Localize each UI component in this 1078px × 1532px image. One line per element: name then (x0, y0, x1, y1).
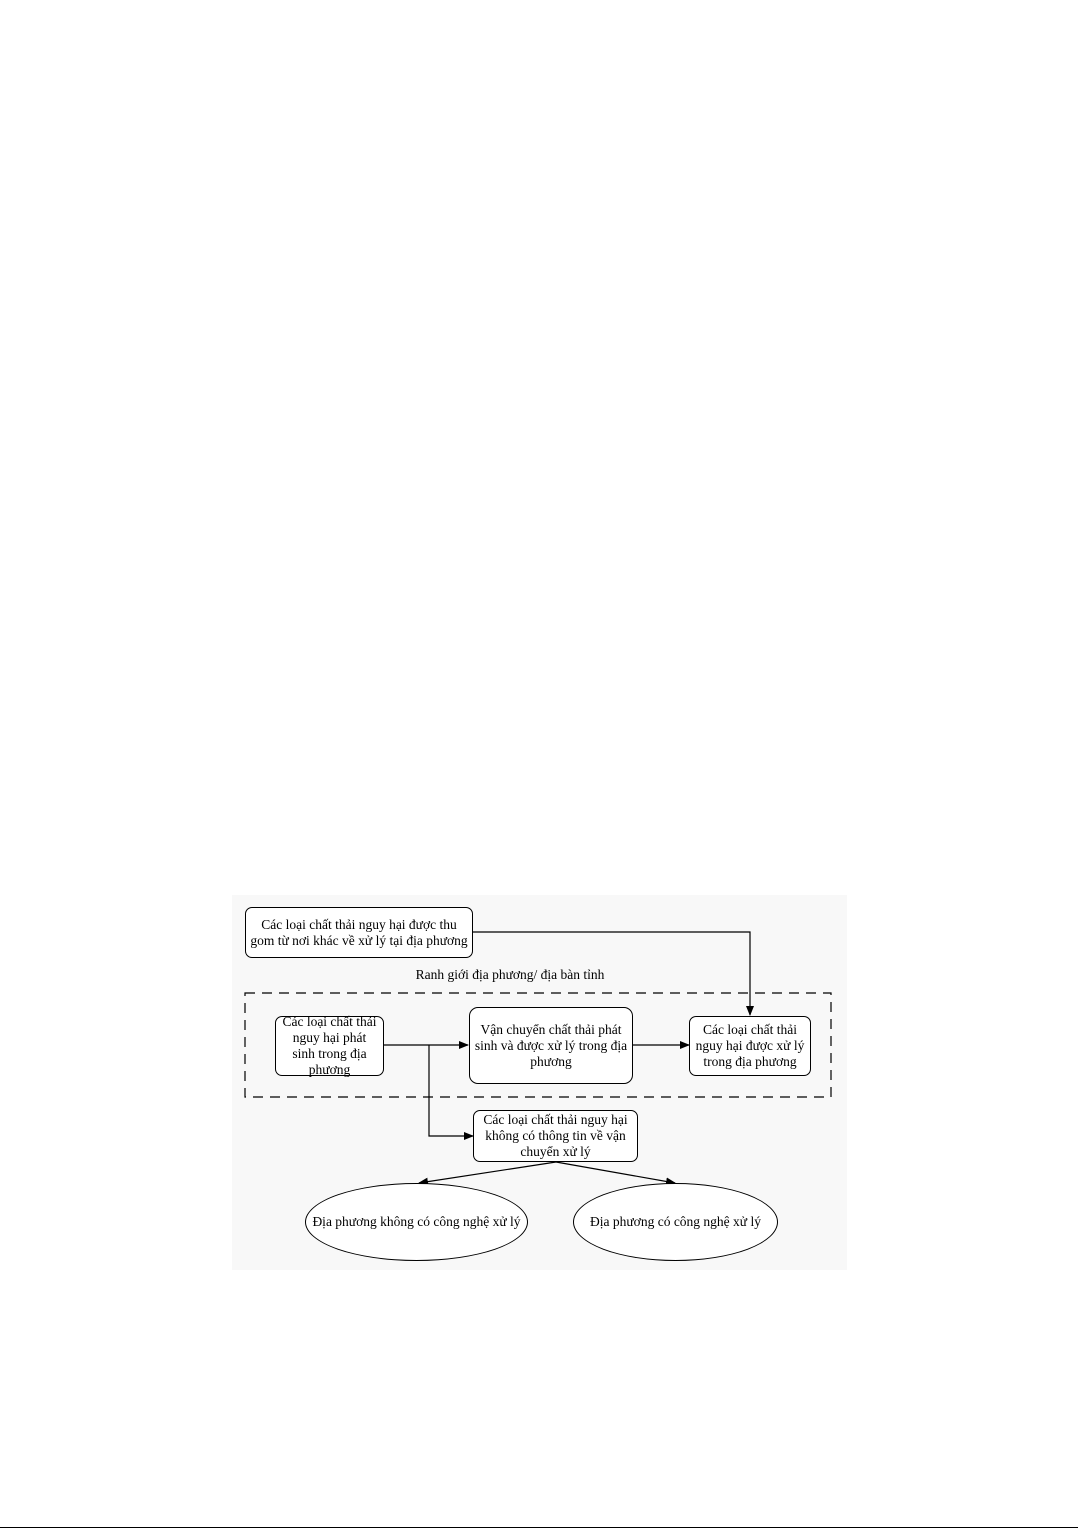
external-source-label: Các loại chất thải nguy hại được thu gom từ nơi khác về xử lý tại địa phương (250, 916, 468, 948)
has-technology-label: Địa phương có công nghệ xử lý (590, 1214, 761, 1229)
treated-local-label: Các loại chất thải nguy hại được xử lý trong địa phương (695, 1022, 805, 1069)
has-technology-ellipse (573, 1183, 778, 1261)
no-info-box (473, 1110, 638, 1162)
transport-local-label: Vận chuyển chất thải phát sinh và được xử lý trong địa phương (474, 1021, 628, 1069)
arrow-generated-to-noinfo (429, 1045, 473, 1136)
no-technology-ellipse (305, 1183, 528, 1261)
no-technology-label: Địa phương không có công nghệ xử lý (312, 1214, 521, 1229)
external-source-box (245, 907, 473, 958)
page-bottom-rule (0, 1527, 1078, 1528)
generated-local-box (275, 1016, 384, 1076)
transport-local-box (469, 1007, 633, 1084)
arrow-noinfo-to-has-technology (556, 1162, 675, 1183)
arrow-noinfo-to-no-technology (419, 1162, 556, 1183)
no-info-label: Các loại chất thải nguy hại không có thông tin về vận chuyển xử lý (483, 1112, 628, 1159)
treated-local-box (689, 1016, 811, 1076)
generated-local-label: Các loại chất thải nguy hại phát sinh trong địa phương (282, 1014, 377, 1077)
boundary-label: Ranh giới địa phương/ địa bàn tỉnh (415, 967, 605, 982)
